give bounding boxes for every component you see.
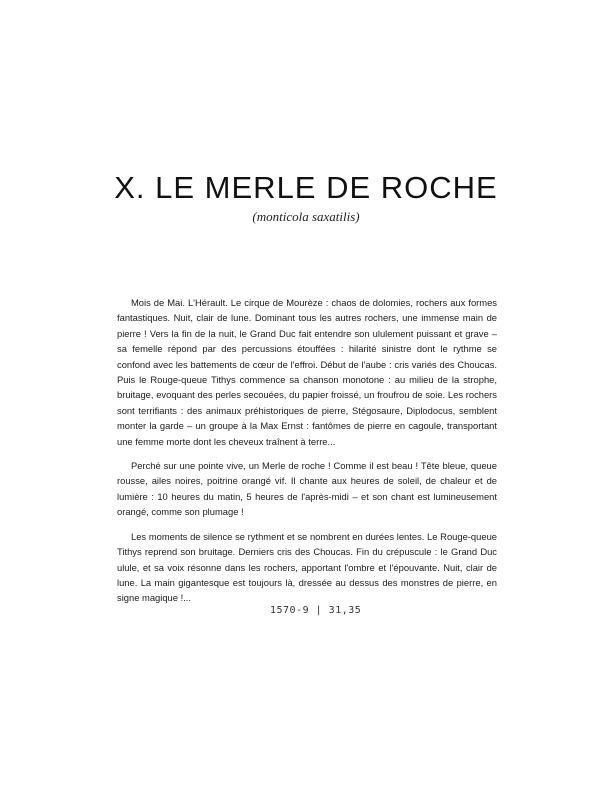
paragraph-2: Perché sur une pointe vive, un Merle de roche ! Comme il est beau ! Tête bleue, queue rousse, ailes noires, poitrine orangé vif. Il chante aux heures de soleil, de chaleur et de lumière : 10 heures du matin, 5 heures de l'après-midi – et son chant est lumineusement orangé, comme son plumage ! [117, 460, 497, 518]
paragraph-3: Les moments de silence se rythment et se nombrent en durées lentes. Le Rouge-queue Tithys reprend son bruitage. Derniers cris des Choucas. Fin du crépuscule : le Grand Duc ulule, et sa voix résonne dans les rochers, apportant l'ombre et l'épouvante. Nuit, clair de lune. La main gigantesque est toujours là, dressée au dessus des monstres de pierre, en signe magique !... [117, 530, 497, 604]
paragraph-1: Mois de Mai. L'Hérault. Le cirque de Mourèze : chaos de dolomies, rochers aux formes fantastiques. Nuit, clair de lune. Dominant tous les autres rochers, une immense main de pierre ! Vers la fin de la nuit, le Grand Duc fait entendre son ululement puissant et grave – sa femelle répond par des percussions étouffées : hilarité sinistre dont le rythme se confond avec les battements de cœur de l'effroi. Début de l'aube : cris variés des Choucas. Puis le Rouge-queue Tithys commence sa chanson monotone : au milieu de la strophe, bruitage, evoquant des perles secouées, du papier froissé, un froufrou de soie. Les rochers sont terrifiants : des animaux préhistoriques de pierre, Stégosaure, Diplodocus, semblent monter la garde – un groupe à la Max Ernst : fantômes de pierre en cagoule, transportant une femme morte dont les cheveux traînent à terre... [117, 297, 497, 447]
chapter-subtitle: (monticola saxatilis) [252, 209, 360, 224]
chapter-title: X. LE MERLE DE ROCHE [114, 170, 498, 205]
handwritten-reference-note: 1570-9 | 31,35 [270, 605, 362, 616]
body-text [117, 295, 497, 615]
